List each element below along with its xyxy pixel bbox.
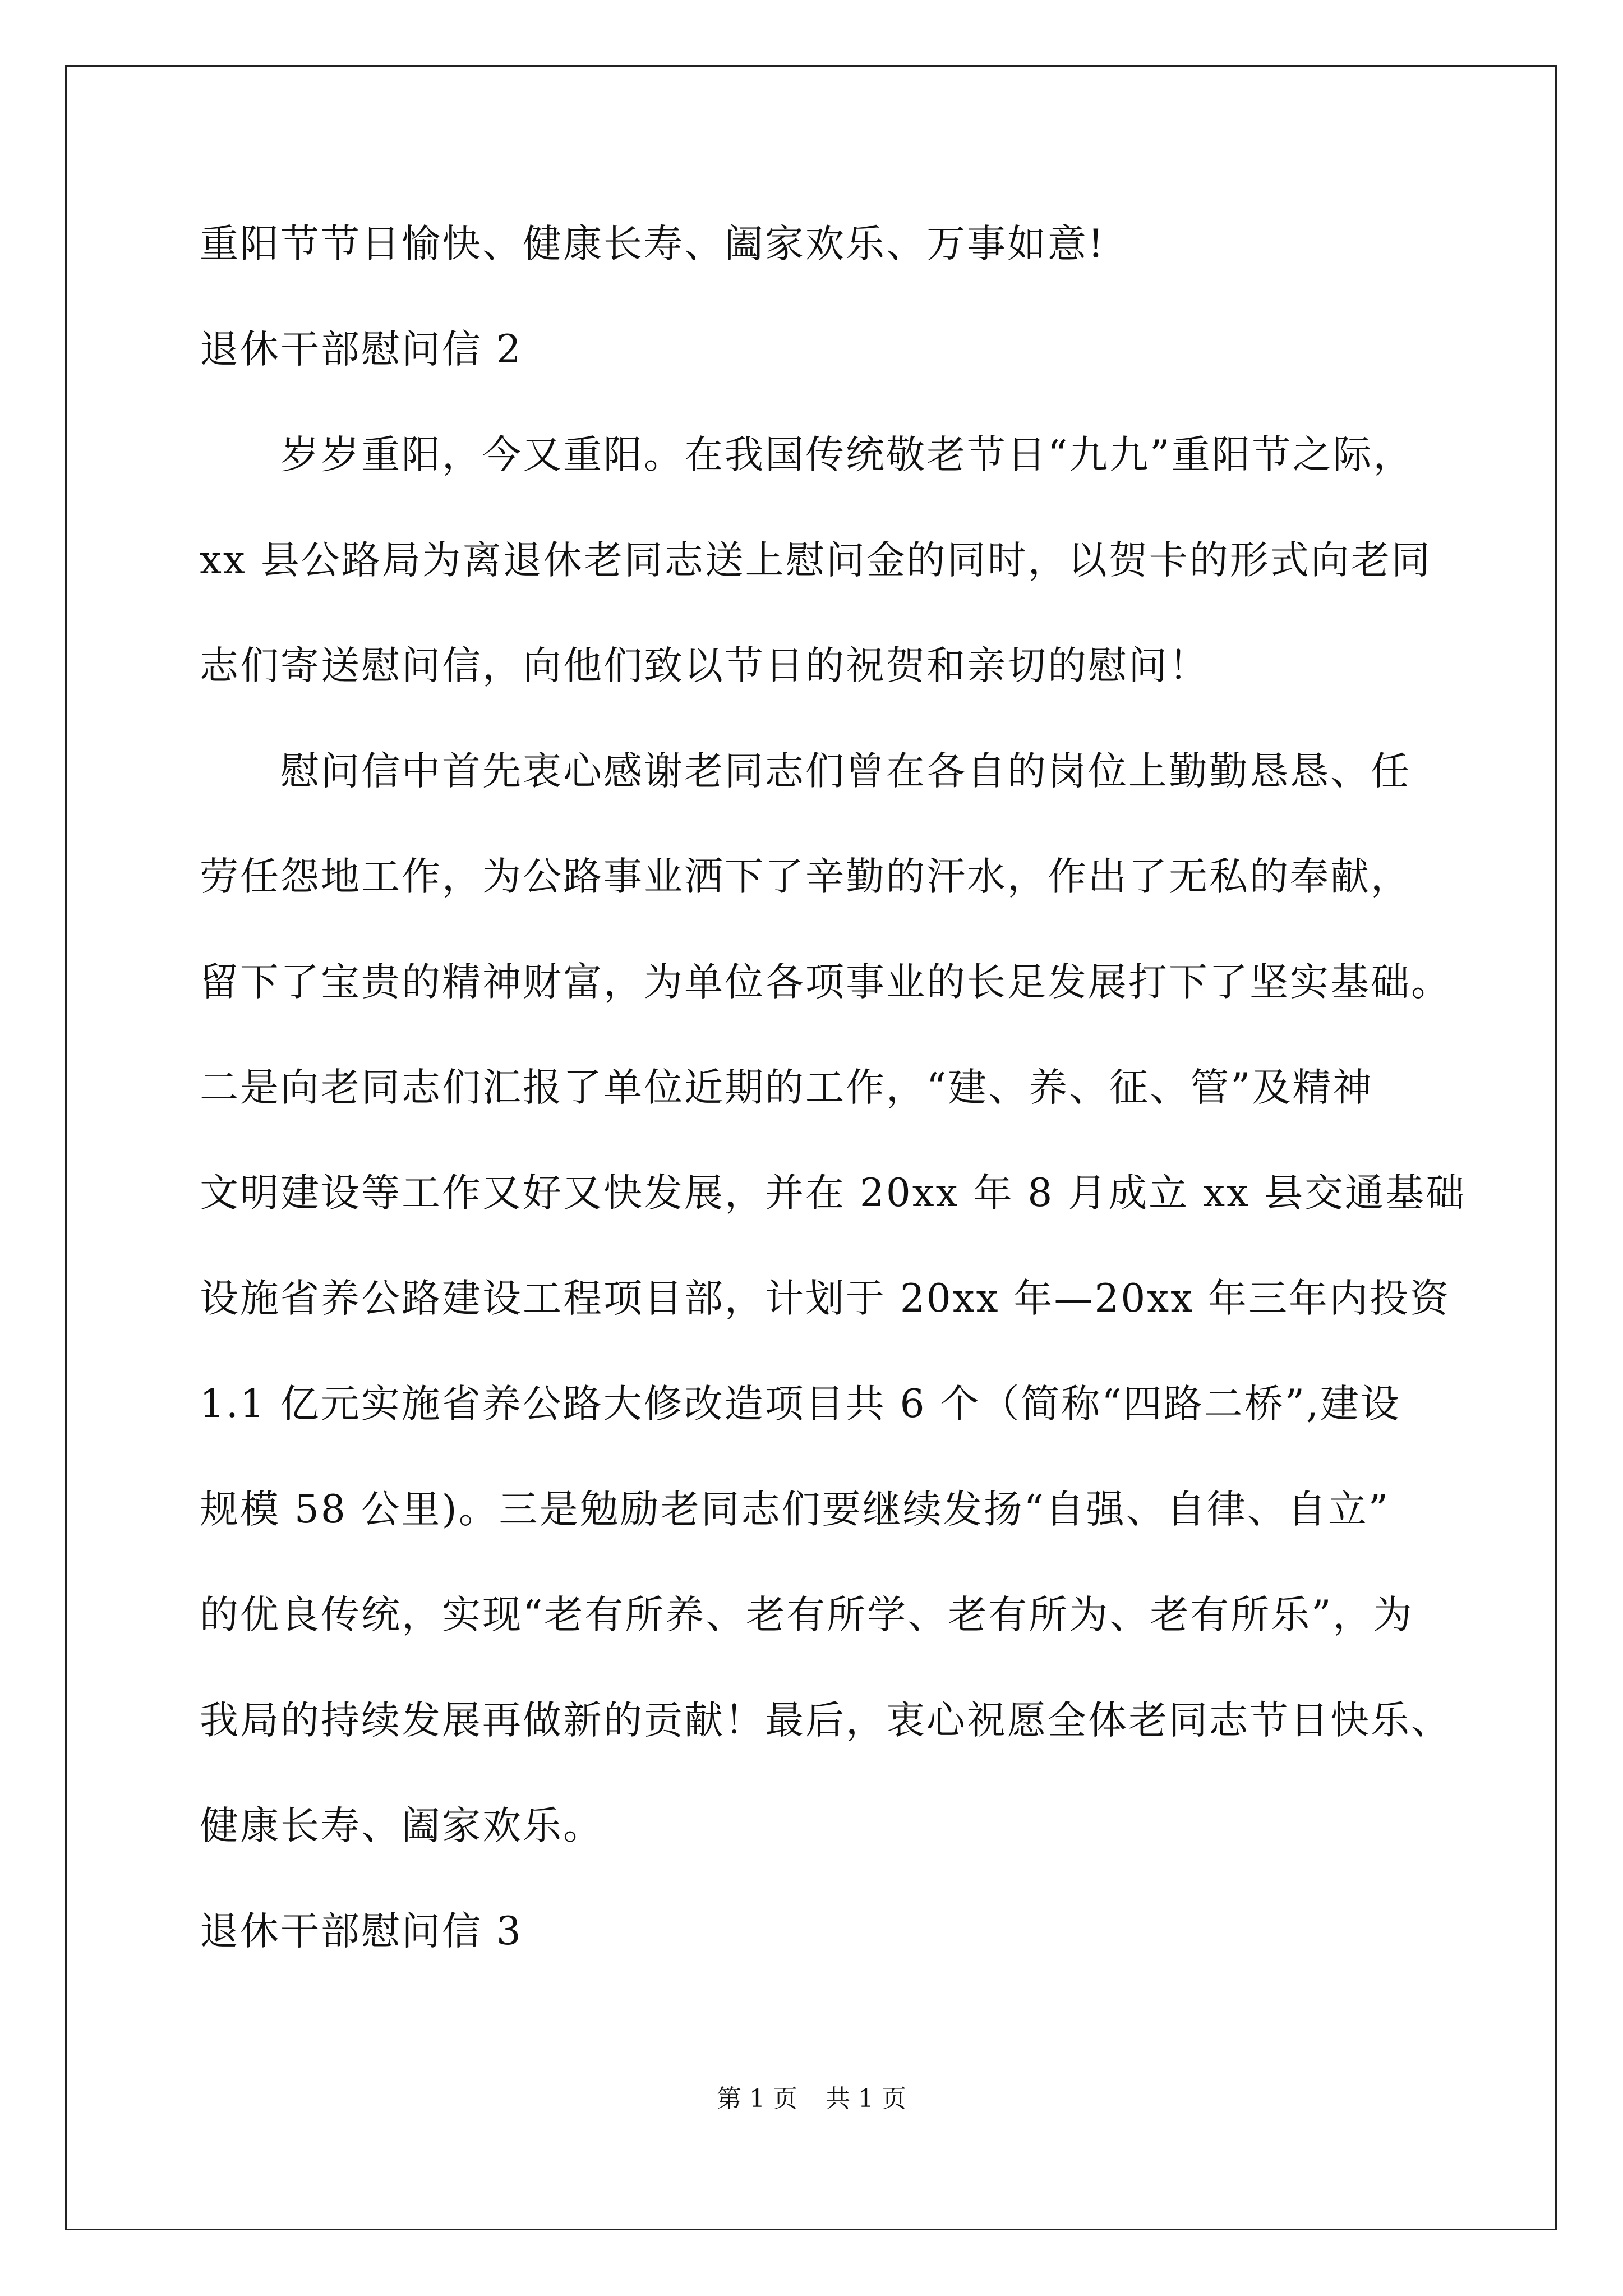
body-line: 重阳节节日愉快、健康长寿、阖家欢乐、万事如意! <box>200 222 1105 266</box>
section-heading: 退休干部慰问信 2 <box>200 327 523 372</box>
body-line: xx 县公路局为离退休老同志送上慰问金的同时，以贺卡的形式向老同 <box>200 538 1432 583</box>
page-total: 共 1 页 <box>826 2085 906 2113</box>
body-line: 留下了宝贵的精神财富，为单位各项事业的长足发展打下了坚实基础。 <box>200 960 1451 1005</box>
body-line: 健康长寿、阖家欢乐。 <box>200 1803 603 1848</box>
body-line: 我局的持续发展再做新的贡献！最后，衷心祝愿全体老同志节日快乐、 <box>200 1698 1451 1743</box>
page-footer <box>0 2082 1623 2116</box>
page-number: 第 1 页 <box>717 2085 797 2113</box>
body-line: 劳任怨地工作，为公路事业洒下了辛勤的汗水，作出了无私的奉献， <box>200 854 1411 899</box>
body-line: 慰问信中首先衷心感谢老同志们曾在各自的岗位上勤勤恳恳、任 <box>200 749 1411 794</box>
body-line: 二是向老同志们汇报了单位近期的工作，“建、养、征、管”及精神 <box>200 1065 1373 1110</box>
body-line: 设施省养公路建设工程项目部，计划于 20xx 年—20xx 年三年内投资 <box>200 1276 1451 1321</box>
body-line: 岁岁重阳，今又重阳。在我国传统敬老节日“九九”重阳节之际， <box>200 432 1414 477</box>
body-line: 的优良传统，实现“老有所养、老有所学、老有所为、老有所乐”，为 <box>200 1593 1414 1637</box>
body-line: 志们寄送慰问信，向他们致以节日的祝贺和亲切的慰问！ <box>200 643 1209 688</box>
page-border <box>65 65 1557 2230</box>
section-heading: 退休干部慰问信 3 <box>200 1909 523 1954</box>
body-line: 文明建设等工作又好又快发展，并在 20xx 年 8 月成立 xx 县交通基础 <box>200 1171 1466 1216</box>
body-line: 1.1 亿元实施省养公路大修改造项目共 6 个（简称“四路二桥”,建设 <box>200 1382 1401 1427</box>
body-line: 规模 58 公里)。三是勉励老同志们要继续发扬“自强、自律、自立” <box>200 1487 1390 1532</box>
